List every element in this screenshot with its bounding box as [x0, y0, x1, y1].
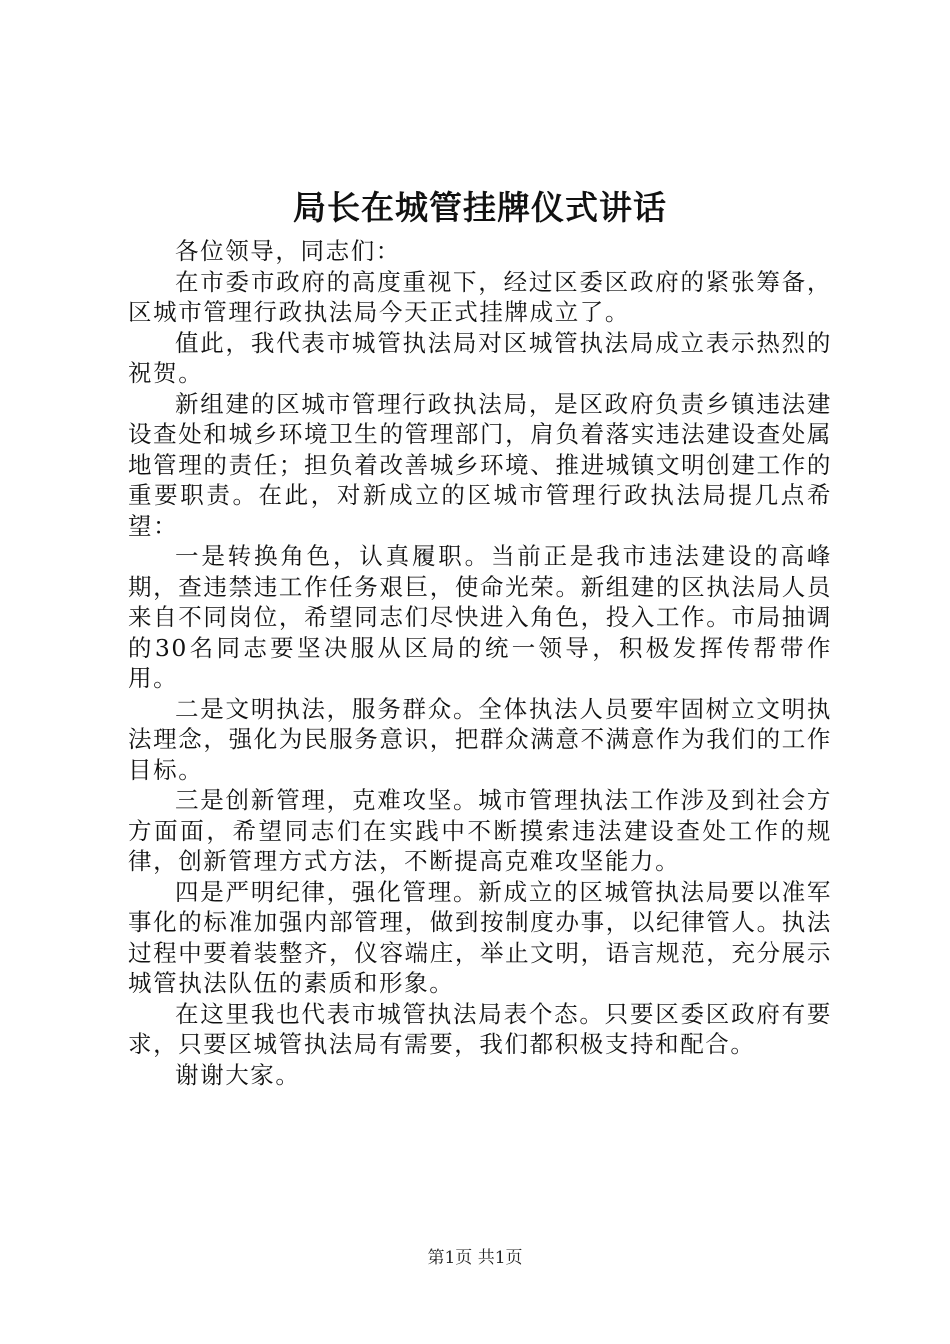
- paragraph-hope-two: 二是文明执法，服务群众。全体执法人员要牢固树立文明执法理念，强化为民服务意识，把群众满意不满意作为我们的工作目标。: [128, 694, 832, 784]
- document-body: [128, 180, 832, 1090]
- paragraph-responsibility: 新组建的区城市管理行政执法局，是区政府负责乡镇违法建设查处和城乡环境卫生的管理部门，肩负着落实违法建设查处属地管理的责任；担负着改善城乡环境、推进城镇文明创建工作的重要职责。在此，对新成立的区城市管理行政执法局提几点希望：: [128, 389, 832, 540]
- paragraph-intro: 在市委市政府的高度重视下，经过区委区政府的紧张筹备，区城市管理行政执法局今天正式挂牌成立了。: [128, 267, 832, 326]
- paragraph-hope-three: 三是创新管理，克难攻坚。城市管理执法工作涉及到社会方方面面，希望同志们在实践中不断摸索违法建设查处工作的规律，创新管理方式方法，不断提高克难攻坚能力。: [128, 786, 832, 875]
- paragraph-commitment: 在这里我也代表市城管执法局表个态。只要区委区政府有要求，只要区城管执法局有需要，我们都积极支持和配合。: [128, 999, 832, 1058]
- document-title: 局长在城管挂牌仪式讲话: [293, 188, 667, 227]
- paragraph-hope-four: 四是严明纪律，强化管理。新成立的区城管执法局要以准军事化的标准加强内部管理，做到按制度办事，以纪律管人。执法过程中要着装整齐，仪容端庄，举止文明，语言规范，充分展示城管执法队伍的素质和形象。: [128, 877, 832, 997]
- paragraph-closing: 谢谢大家。: [175, 1060, 301, 1089]
- paragraph-hope-one: 一是转换角色，认真履职。当前正是我市违法建设的高峰期，查违禁违工作任务艰巨，使命光荣。新组建的区执法局人员来自不同岗位，希望同志们尽快进入角色，投入工作。市局抽调的30名同志要坚决服从区局的统一领导，积极发挥传帮带作用。: [128, 542, 832, 692]
- paragraph-greeting: 各位领导，同志们：: [175, 237, 401, 265]
- paragraph-congratulation: 值此，我代表市城管执法局对区城管执法局成立表示热烈的祝贺。: [128, 328, 832, 387]
- page-footer: 第1页 共1页: [427, 1248, 523, 1268]
